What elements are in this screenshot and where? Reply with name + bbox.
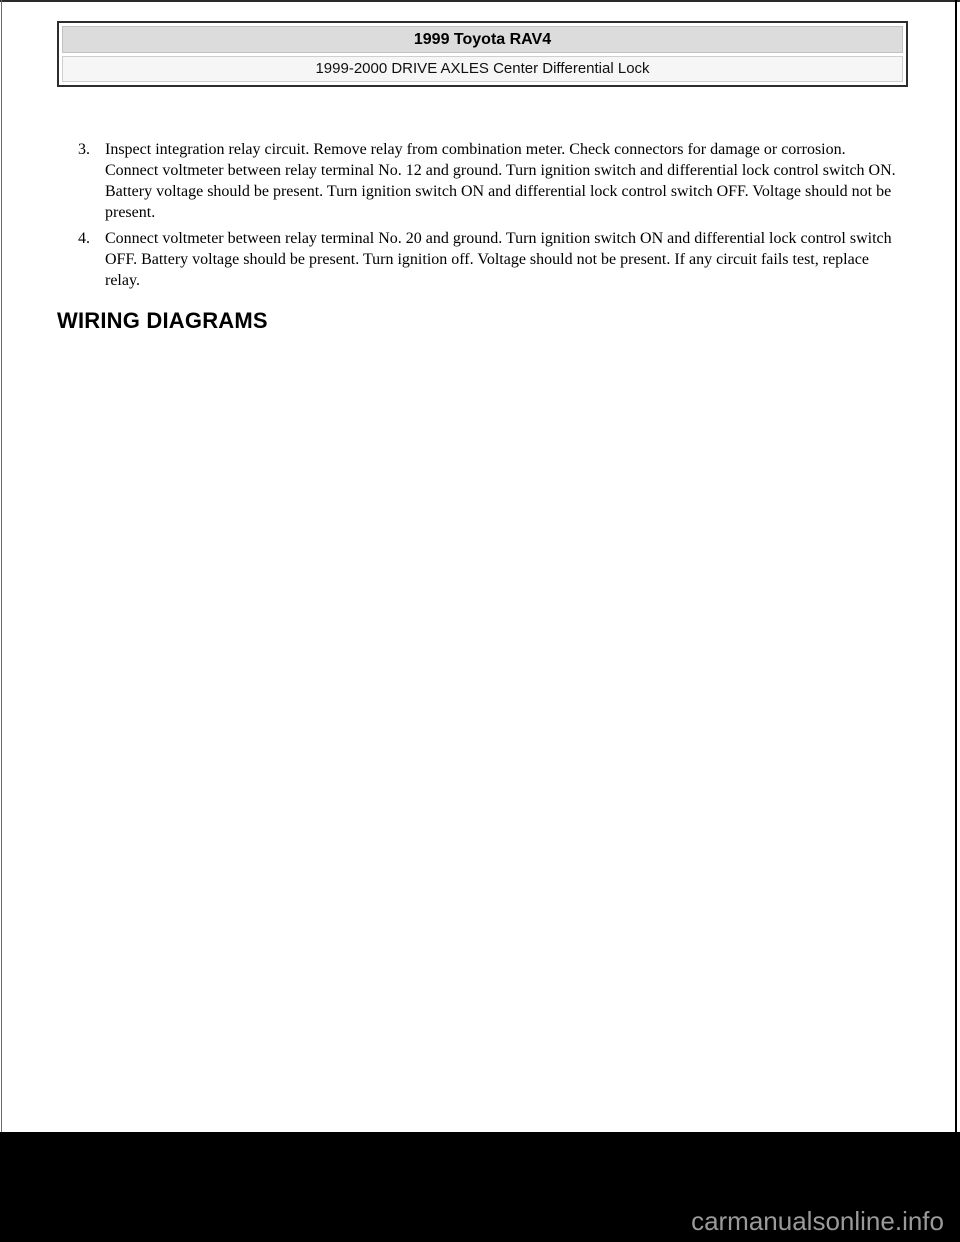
scan-right-edge-line — [955, 0, 957, 1132]
scan-top-edge-line — [0, 0, 960, 2]
step-text: Connect voltmeter between relay terminal No. 20 and ground. Turn ignition switch ON and differential lock control switch OFF. Battery voltage should be present. Turn ignition off. Voltage should not be present. If any circuit fails test, replace relay. — [105, 230, 892, 289]
manual-title: 1999 Toyota RAV4 — [62, 26, 903, 53]
manual-subtitle: 1999-2000 DRIVE AXLES Center Differential Lock — [62, 56, 903, 82]
watermark-text: carmanualsonline.info — [691, 1206, 944, 1236]
step-number: 3. — [78, 141, 90, 158]
section-heading-wiring-diagrams: WIRING DIAGRAMS — [57, 308, 268, 333]
scan-left-edge-line — [1, 0, 2, 1132]
step-text: Inspect integration relay circuit. Remove relay from combination meter. Check connectors for damage or corrosion. Connect voltmeter between relay terminal No. 12 and ground. Turn ignition switch and differential lock control switch ON. Battery voltage should be present. Turn ignition switch ON and differential lock control switch OFF. Voltage should not be present. — [105, 141, 896, 221]
step-number: 4. — [78, 230, 90, 247]
procedure-step-list — [78, 139, 900, 296]
scan-footer-band — [0, 1132, 960, 1242]
list-item — [78, 139, 900, 223]
manual-header-table — [57, 21, 908, 87]
list-item — [78, 228, 900, 291]
